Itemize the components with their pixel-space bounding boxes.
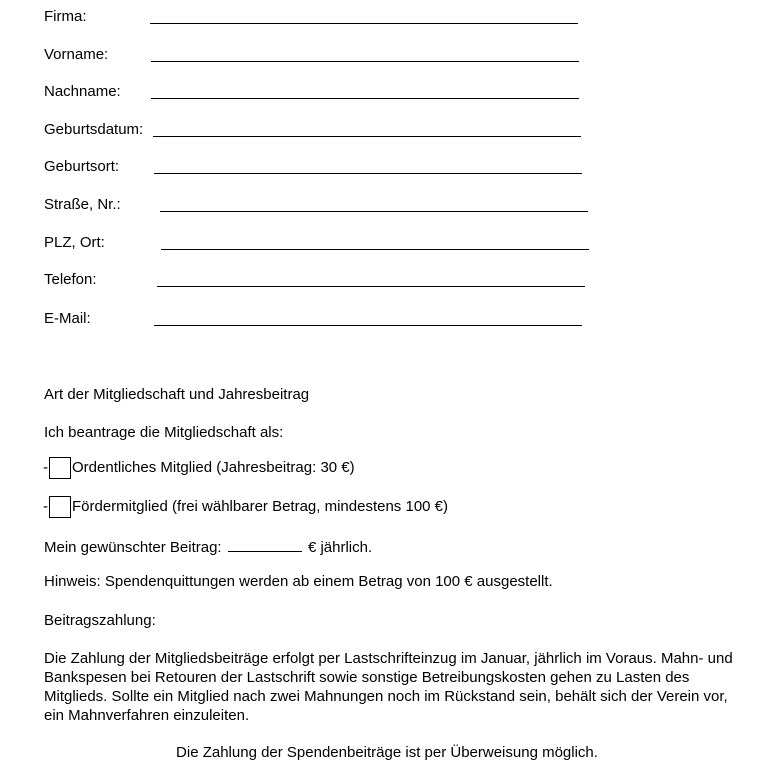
field-nachname[interactable]	[44, 83, 604, 103]
field-vorname[interactable]	[44, 46, 604, 66]
option-prefix: -	[43, 498, 48, 515]
field-email[interactable]	[44, 310, 604, 330]
donation-payment-note: Die Zahlung der Spendenbeiträge ist per Überweisung möglich.	[176, 744, 598, 761]
field-input-line[interactable]	[151, 61, 579, 62]
field-label: Telefon:	[44, 271, 97, 288]
checkbox[interactable]	[49, 496, 71, 518]
membership-heading: Art der Mitgliedschaft und Jahresbeitrag	[44, 386, 310, 403]
membership-intro: Ich beantrage die Mitgliedschaft als:	[44, 424, 284, 441]
payment-paragraph: Die Zahlung der Mitgliedsbeiträge erfolgt per Lastschrifteinzug im Januar, jährlich im Voraus. Mahn- und Bankspesen bei Retouren der Lastschrift sowie sonstige Betreibungskosten gehen zu Lasten des Mitglieds. Sollte ein Mitglied nach zwei Mahnungen noch im Rückstand sein, behält sich der Verein vor, ein Mahnverfahren einzuleiten.	[44, 650, 733, 724]
field-input-line[interactable]	[160, 211, 588, 212]
field-label: Straße, Nr.:	[44, 196, 121, 213]
field-input-line[interactable]	[157, 286, 585, 287]
field-label: E-Mail:	[44, 310, 91, 327]
amount-row	[44, 537, 372, 557]
option-label: Fördermitglied (frei wählbarer Betrag, mindestens 100 €)	[72, 498, 449, 515]
amount-input-line[interactable]	[228, 537, 302, 552]
checkbox[interactable]	[49, 457, 71, 479]
field-label: Geburtsort:	[44, 158, 120, 175]
field-input-line[interactable]	[153, 136, 581, 137]
field-geburtsort[interactable]	[44, 158, 604, 178]
option-label: Ordentliches Mitglied (Jahresbeitrag: 30 €)	[72, 459, 355, 476]
option-prefix: -	[43, 459, 48, 476]
field-label: Geburtsdatum:	[44, 121, 144, 138]
field-plz-ort[interactable]	[44, 234, 604, 254]
field-input-line[interactable]	[154, 325, 582, 326]
field-label: PLZ, Ort:	[44, 234, 105, 251]
amount-suffix: € jährlich.	[307, 539, 373, 556]
field-input-line[interactable]	[151, 98, 579, 99]
field-strasse[interactable]	[44, 196, 604, 216]
payment-heading: Beitragszahlung:	[44, 612, 156, 629]
donation-receipt-hint: Hinweis: Spendenquittungen werden ab einem Betrag von 100 € ausgestellt.	[44, 573, 553, 590]
amount-label: Mein gewünschter Beitrag:	[44, 539, 222, 556]
field-label: Nachname:	[44, 83, 121, 100]
field-input-line[interactable]	[154, 173, 582, 174]
membership-option-supporting[interactable]	[43, 495, 448, 519]
field-geburtsdatum[interactable]	[44, 121, 604, 141]
field-label: Firma:	[44, 8, 87, 25]
field-telefon[interactable]	[44, 271, 604, 291]
field-input-line[interactable]	[150, 23, 578, 24]
membership-option-regular[interactable]	[43, 456, 355, 480]
field-input-line[interactable]	[161, 249, 589, 250]
field-firma[interactable]	[44, 8, 604, 28]
field-label: Vorname:	[44, 46, 109, 63]
